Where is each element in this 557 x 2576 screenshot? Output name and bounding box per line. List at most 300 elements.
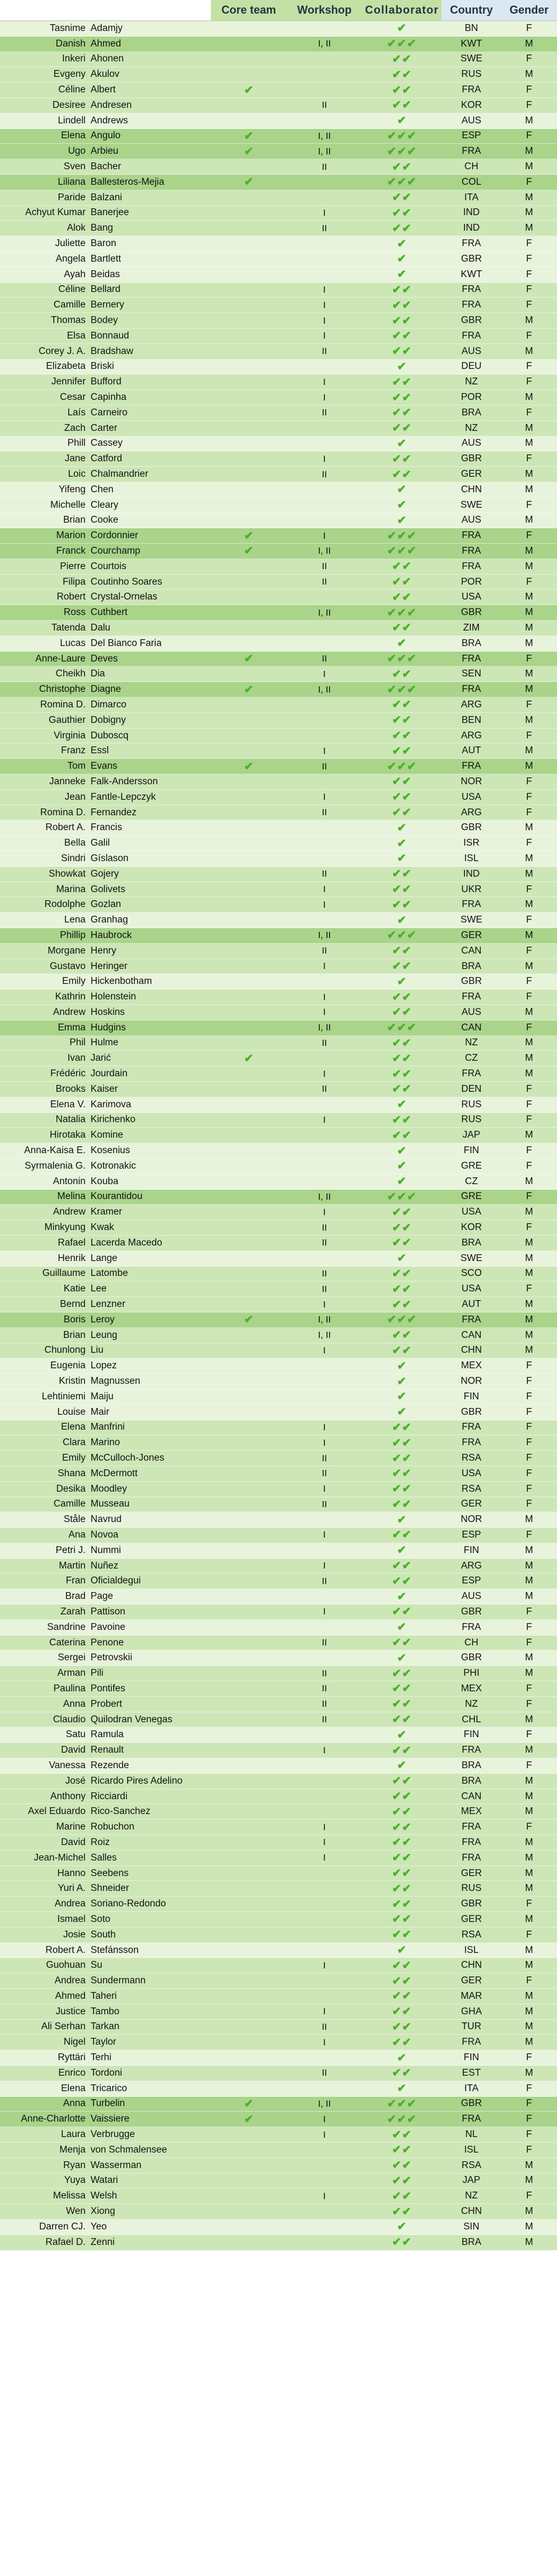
- last-name-cell: Wasserman: [91, 2159, 142, 2171]
- collaborator-cell: ✔: [396, 114, 408, 127]
- collaborator-cell: ✔✔: [391, 621, 412, 634]
- collaborator-cell: ✔✔: [391, 2205, 412, 2218]
- country-cell: FIN: [463, 1544, 479, 1556]
- gender-cell: F: [526, 330, 532, 341]
- gender-cell: M: [525, 69, 533, 80]
- table-row: [0, 1281, 557, 1297]
- collaborator-cell: ✔: [396, 2082, 408, 2095]
- gender-cell: M: [525, 607, 533, 618]
- first-name-cell: Sandrine: [47, 1621, 86, 1632]
- last-name-cell: Fernandez: [91, 807, 137, 818]
- workshop-cell: I, II: [318, 607, 331, 618]
- workshop-cell: I, II: [318, 1330, 331, 1341]
- table-row: [0, 1451, 557, 1466]
- table-row: [0, 1466, 557, 1482]
- last-name-cell: Verbrugge: [91, 2129, 135, 2140]
- workshop-cell: II: [321, 1498, 328, 1510]
- collaborator-cell: ✔✔: [391, 329, 412, 342]
- country-cell: USA: [461, 591, 481, 603]
- country-cell: CHN: [461, 2206, 482, 2217]
- workshop-cell: II: [321, 1575, 328, 1587]
- workshop-cell: II: [321, 577, 328, 588]
- collaborator-cell: ✔✔: [391, 698, 412, 711]
- workshop-cell: I: [323, 284, 326, 295]
- table-row: [0, 1789, 557, 1805]
- first-name-cell: Desika: [56, 1483, 86, 1494]
- country-cell: FIN: [463, 1729, 479, 1740]
- first-name-cell: Corey J. A.: [38, 345, 86, 356]
- first-name-cell: Elena: [61, 1422, 86, 1433]
- workshop-cell: I: [323, 453, 326, 464]
- first-name-cell: Camille: [53, 1498, 86, 1510]
- last-name-cell: Henry: [91, 945, 117, 956]
- gender-cell: M: [525, 745, 533, 756]
- collaborator-cell: ✔✔: [391, 1913, 412, 1926]
- table-row: [0, 805, 557, 821]
- first-name-cell: Fran: [66, 1575, 86, 1587]
- country-cell: FRA: [461, 2037, 481, 2048]
- first-name-cell: Wen: [66, 2206, 86, 2217]
- collaborator-cell: ✔✔: [391, 960, 412, 972]
- table-row: [0, 1358, 557, 1374]
- country-cell: RUS: [461, 69, 482, 80]
- country-cell: BRA: [461, 1759, 481, 1771]
- collaborator-cell: ✔✔: [391, 1990, 412, 2003]
- workshop-cell: II: [321, 161, 328, 172]
- gender-cell: M: [525, 1068, 533, 1079]
- first-name-cell: Boris: [63, 1314, 86, 1325]
- last-name-cell: Angulo: [91, 130, 121, 141]
- table-row: [0, 1128, 557, 1143]
- last-name-cell: Gozlan: [91, 899, 122, 910]
- collaborator-cell: ✔✔: [391, 1636, 412, 1649]
- last-name-cell: Taheri: [91, 1990, 117, 2001]
- gender-cell: M: [525, 1806, 533, 1817]
- last-name-cell: Dobigny: [91, 714, 126, 725]
- table-row: [0, 575, 557, 590]
- first-name-cell: Lindell: [58, 115, 86, 126]
- table-row: [0, 329, 557, 344]
- table-row: [0, 1712, 557, 1728]
- last-name-cell: McCulloch-Jones: [91, 1453, 164, 1463]
- table-row: [0, 1205, 557, 1220]
- table-row: [0, 37, 557, 52]
- table-row: [0, 1573, 557, 1589]
- first-name-cell: Rafael: [58, 1237, 86, 1248]
- last-name-cell: Yeo: [91, 2221, 107, 2232]
- last-name-cell: Golivets: [91, 883, 125, 895]
- last-name-cell: Xiong: [91, 2206, 115, 2217]
- first-name-cell: Anne-Laure: [35, 653, 86, 664]
- gender-cell: F: [526, 1406, 532, 1417]
- last-name-cell: Lopez: [91, 1360, 117, 1371]
- last-name-cell: Ricciardi: [91, 1790, 128, 1802]
- first-name-cell: Caterina: [49, 1637, 86, 1648]
- collaborator-cell: ✔: [396, 836, 408, 849]
- country-cell: CHN: [461, 484, 482, 495]
- first-name-cell: Claudio: [53, 1714, 86, 1725]
- table-row: [0, 1851, 557, 1866]
- collaborator-cell: ✔✔: [391, 944, 412, 957]
- last-name-cell: Kotronakic: [91, 1160, 136, 1171]
- workshop-cell: I: [323, 1821, 326, 1833]
- table-row: [0, 1297, 557, 1312]
- first-name-cell: Inkeri: [62, 53, 86, 64]
- first-name-cell: Brad: [65, 1591, 86, 1602]
- gender-cell: F: [526, 1422, 532, 1433]
- collaborator-cell: ✔✔✔: [386, 1190, 417, 1203]
- workshop-cell: I: [323, 376, 326, 387]
- country-cell: GHA: [461, 2006, 482, 2017]
- gender-cell: F: [526, 1637, 532, 1648]
- last-name-cell: Manfrini: [91, 1422, 125, 1433]
- first-name-cell: Céline: [58, 284, 86, 295]
- first-name-cell: Sergei: [58, 1652, 86, 1663]
- last-name-cell: Courchamp: [91, 545, 141, 556]
- workshop-cell: II: [321, 1268, 328, 1279]
- last-name-cell: Chalmandrier: [91, 469, 149, 479]
- first-name-cell: Pierre: [60, 560, 86, 572]
- first-name-cell: Jennifer: [51, 376, 86, 387]
- table-row: [0, 1528, 557, 1543]
- collaborator-cell: ✔✔: [391, 1467, 412, 1480]
- table-row: [0, 21, 557, 37]
- country-cell: CAN: [461, 1022, 482, 1033]
- collaborator-cell: ✔✔: [391, 406, 412, 419]
- first-name-cell: Nigel: [63, 2037, 86, 2048]
- table-row: [0, 2020, 557, 2035]
- first-name-cell: Guohuan: [46, 1960, 86, 1971]
- table-row: [0, 1420, 557, 1436]
- first-name-cell: Anne-Charlotte: [20, 2113, 86, 2125]
- collaborator-cell: ✔✔: [391, 1329, 412, 1342]
- workshop-cell: I: [323, 2113, 326, 2125]
- last-name-cell: Lee: [91, 1283, 107, 1295]
- country-cell: NZ: [465, 1698, 478, 1709]
- last-name-cell: Moodley: [91, 1483, 127, 1494]
- core-team-cell: ✔: [244, 144, 254, 157]
- table-row: [0, 498, 557, 513]
- country-cell: FRA: [461, 653, 481, 664]
- workshop-cell: I: [323, 1529, 326, 1541]
- gender-cell: M: [525, 1206, 533, 1218]
- gender-cell: F: [526, 376, 532, 387]
- collaborator-cell: ✔: [396, 1359, 408, 1372]
- last-name-cell: Dia: [91, 668, 105, 679]
- country-cell: FRA: [461, 1068, 481, 1079]
- country-cell: EST: [461, 2067, 481, 2078]
- first-name-cell: Anthony: [50, 1790, 86, 1802]
- last-name-cell: Soriano-Redondo: [91, 1898, 166, 1910]
- first-name-cell: Yuri A.: [58, 1883, 86, 1894]
- gender-cell: M: [525, 2206, 533, 2217]
- collaborator-cell: ✔: [396, 1374, 408, 1388]
- gender-cell: M: [525, 714, 533, 725]
- collaborator-cell: ✔: [396, 1944, 408, 1956]
- country-cell: NZ: [465, 376, 478, 387]
- collaborator-cell: ✔✔: [391, 714, 412, 727]
- table-row: [0, 897, 557, 913]
- collaborator-cell: ✔✔✔: [386, 683, 417, 696]
- collaborator-cell: ✔✔: [391, 2005, 412, 2018]
- table-row: [0, 2235, 557, 2251]
- first-name-cell: Josie: [63, 1929, 86, 1940]
- first-name-cell: Angela: [55, 253, 86, 264]
- workshop-cell: I: [323, 299, 326, 311]
- gender-cell: M: [525, 1329, 533, 1340]
- workshop-cell: I, II: [318, 1191, 331, 1202]
- last-name-cell: Taylor: [91, 2037, 117, 2048]
- workshop-cell: II: [321, 1037, 328, 1048]
- gender-cell: F: [526, 1729, 532, 1740]
- table-row: [0, 98, 557, 113]
- first-name-cell: Showkat: [48, 868, 86, 879]
- collaborator-cell: ✔✔: [391, 345, 412, 358]
- first-name-cell: Menja: [59, 2144, 86, 2155]
- country-cell: FRA: [461, 1821, 481, 1833]
- table-row: [0, 790, 557, 805]
- first-name-cell: Enrico: [58, 2067, 86, 2078]
- country-cell: POR: [461, 576, 482, 587]
- gender-cell: M: [525, 960, 533, 972]
- gender-cell: M: [525, 1175, 533, 1187]
- gender-cell: F: [526, 838, 532, 849]
- country-cell: IND: [463, 223, 480, 234]
- country-cell: KWT: [460, 38, 483, 49]
- table-row: [0, 1620, 557, 1635]
- table-row: [0, 1635, 557, 1651]
- last-name-cell: Gojery: [91, 868, 119, 879]
- gender-cell: M: [525, 438, 533, 449]
- last-name-cell: Bartlett: [91, 253, 122, 264]
- gender-cell: M: [525, 223, 533, 234]
- gender-cell: F: [526, 1022, 532, 1033]
- last-name-cell: Hudgins: [91, 1022, 126, 1033]
- workshop-cell: II: [321, 761, 328, 772]
- country-cell: MEX: [461, 1683, 482, 1694]
- workshop-cell: I: [323, 530, 326, 541]
- country-cell: GBR: [461, 453, 482, 464]
- collaborator-cell: ✔: [396, 913, 408, 926]
- gender-cell: F: [526, 1099, 532, 1110]
- table-row: [0, 1958, 557, 1973]
- gender-cell: M: [525, 1314, 533, 1325]
- table-row: [0, 652, 557, 667]
- last-name-cell: Ricardo Pires Adelino: [91, 1775, 183, 1786]
- country-cell: NOR: [460, 1514, 483, 1525]
- table-row: [0, 1989, 557, 2004]
- last-name-cell: Kourantidou: [91, 1191, 143, 1202]
- gender-cell: F: [526, 2098, 532, 2109]
- first-name-cell: Elena: [61, 130, 86, 141]
- first-name-cell: Michelle: [50, 499, 86, 510]
- collaborator-cell: ✔: [396, 237, 408, 250]
- first-name-cell: Emily: [62, 976, 86, 987]
- last-name-cell: Pavoine: [91, 1621, 126, 1632]
- table-row: [0, 482, 557, 498]
- first-name-cell: Bella: [64, 838, 86, 849]
- workshop-cell: I: [323, 315, 326, 326]
- collaborator-cell: ✔✔: [391, 990, 412, 1003]
- last-name-cell: Rico-Sanchez: [91, 1806, 151, 1817]
- last-name-cell: McDermott: [91, 1467, 138, 1479]
- collaborator-cell: ✔✔: [391, 1743, 412, 1756]
- collaborator-cell: ✔✔: [391, 1559, 412, 1572]
- gender-cell: M: [525, 115, 533, 126]
- table-row: [0, 283, 557, 298]
- last-name-cell: Cordonnier: [91, 530, 138, 541]
- table-row: [0, 1005, 557, 1020]
- first-name-cell: Danish: [55, 38, 86, 49]
- first-name-cell: Martin: [58, 1560, 86, 1571]
- table-row: [0, 1036, 557, 1051]
- table-row: [0, 544, 557, 559]
- gender-cell: M: [525, 515, 533, 526]
- last-name-cell: Briski: [91, 361, 114, 372]
- table-row: [0, 2204, 557, 2220]
- first-name-cell: Hirotaka: [50, 1130, 86, 1141]
- collaborator-cell: ✔✔: [391, 2236, 412, 2249]
- table-row: [0, 1174, 557, 1190]
- gender-cell: M: [525, 1299, 533, 1310]
- gender-cell: M: [525, 2021, 533, 2032]
- gender-cell: M: [525, 1745, 533, 1756]
- collaborator-cell: ✔: [396, 1390, 408, 1403]
- table-row: [0, 252, 557, 267]
- table-row: [0, 1435, 557, 1451]
- first-name-cell: Alok: [66, 223, 86, 234]
- collaborator-cell: ✔✔: [391, 1774, 412, 1787]
- country-cell: BEN: [461, 714, 481, 725]
- gender-cell: M: [525, 637, 533, 648]
- last-name-cell: Holenstein: [91, 991, 136, 1003]
- workshop-cell: I, II: [318, 930, 331, 941]
- gender-cell: F: [526, 1283, 532, 1295]
- gender-cell: M: [525, 1237, 533, 1248]
- gender-cell: F: [526, 776, 532, 787]
- workshop-cell: I: [323, 1484, 326, 1495]
- gender-cell: F: [526, 791, 532, 802]
- table-row: [0, 2081, 557, 2097]
- last-name-cell: Akulov: [91, 69, 120, 80]
- country-cell: GBR: [461, 1406, 482, 1417]
- first-name-cell: Ahmed: [55, 1990, 86, 2001]
- core-team-cell: ✔: [244, 544, 254, 557]
- first-name-cell: Emma: [58, 1022, 86, 1033]
- workshop-cell: II: [321, 1283, 328, 1295]
- country-cell: FIN: [463, 1391, 479, 1402]
- gender-cell: F: [526, 2144, 532, 2155]
- first-name-cell: Anna: [63, 2098, 86, 2109]
- first-name-cell: Virginia: [53, 730, 86, 741]
- country-cell: FRA: [461, 530, 481, 541]
- collaborator-cell: ✔✔: [391, 68, 412, 81]
- gender-cell: F: [526, 1222, 532, 1233]
- first-name-cell: Ana: [68, 1529, 86, 1540]
- first-name-cell: Morgane: [47, 945, 86, 956]
- gender-cell: F: [526, 1821, 532, 1833]
- workshop-cell: I: [323, 899, 326, 910]
- gender-cell: M: [525, 545, 533, 556]
- country-cell: KWT: [460, 268, 483, 280]
- table-row: [0, 820, 557, 836]
- last-name-cell: Pattison: [91, 1606, 126, 1617]
- last-name-cell: Courtois: [91, 560, 127, 572]
- first-name-cell: Robert A.: [45, 822, 86, 833]
- collaborator-cell: ✔✔: [391, 2128, 412, 2141]
- gender-cell: M: [525, 868, 533, 879]
- table-row: [0, 82, 557, 98]
- first-name-cell: Ryan: [63, 2159, 86, 2171]
- gender-cell: M: [525, 684, 533, 695]
- first-name-cell: Elena: [61, 2082, 86, 2094]
- country-cell: MEX: [461, 1806, 482, 1817]
- workshop-cell: I: [323, 2190, 326, 2202]
- workshop-cell: II: [321, 1637, 328, 1649]
- country-cell: FRA: [461, 2113, 481, 2125]
- table-row: [0, 636, 557, 652]
- core-team-cell: ✔: [244, 683, 254, 696]
- gender-cell: M: [525, 2175, 533, 2186]
- table-row: [0, 52, 557, 68]
- gender-cell: M: [525, 1514, 533, 1525]
- last-name-cell: Ramula: [91, 1729, 124, 1740]
- gender-cell: F: [526, 53, 532, 64]
- first-name-cell: Katie: [63, 1283, 86, 1295]
- gender-cell: M: [525, 422, 533, 433]
- first-name-cell: Ryttäri: [58, 2052, 86, 2063]
- first-name-cell: Achyut Kumar: [25, 207, 86, 218]
- collaborator-cell: ✔: [396, 1590, 408, 1603]
- first-name-cell: Tom: [67, 761, 86, 772]
- collaborator-cell: ✔✔✔: [386, 2097, 417, 2110]
- first-name-cell: Brooks: [55, 1083, 86, 1094]
- first-name-cell: Andrew: [53, 1006, 86, 1017]
- first-name-cell: Zach: [64, 422, 86, 433]
- first-name-cell: Brian: [63, 515, 86, 526]
- workshop-cell: II: [321, 945, 328, 957]
- last-name-cell: Soto: [91, 1913, 110, 1924]
- gender-cell: F: [526, 499, 532, 510]
- country-cell: USA: [461, 1206, 481, 1218]
- first-name-cell: David: [61, 1836, 86, 1848]
- header-core-team: Core team: [211, 0, 287, 20]
- table-row: [0, 2112, 557, 2127]
- country-cell: MAR: [460, 1990, 483, 2001]
- first-name-cell: Juliette: [55, 238, 86, 249]
- table-row: [0, 1681, 557, 1697]
- last-name-cell: Karimova: [91, 1099, 131, 1110]
- collaborator-cell: ✔✔: [391, 1298, 412, 1311]
- collaborator-cell: ✔✔✔: [386, 37, 417, 50]
- country-cell: SCO: [461, 1268, 482, 1279]
- collaborator-cell: ✔: [396, 1252, 408, 1265]
- gender-cell: F: [526, 299, 532, 311]
- last-name-cell: Vaissiere: [91, 2113, 130, 2125]
- table-row: [0, 1512, 557, 1528]
- first-name-cell: Marion: [56, 530, 86, 541]
- last-name-cell: Cassey: [91, 438, 123, 449]
- collaborator-cell: ✔✔: [391, 1497, 412, 1510]
- last-name-cell: Leroy: [91, 1314, 115, 1325]
- country-cell: RUS: [461, 1099, 482, 1110]
- first-name-cell: David: [61, 1745, 86, 1756]
- gender-cell: F: [526, 2129, 532, 2140]
- table-row: [0, 236, 557, 252]
- workshop-cell: II: [321, 2021, 328, 2032]
- gender-cell: M: [525, 668, 533, 679]
- last-name-cell: Diagne: [91, 684, 122, 695]
